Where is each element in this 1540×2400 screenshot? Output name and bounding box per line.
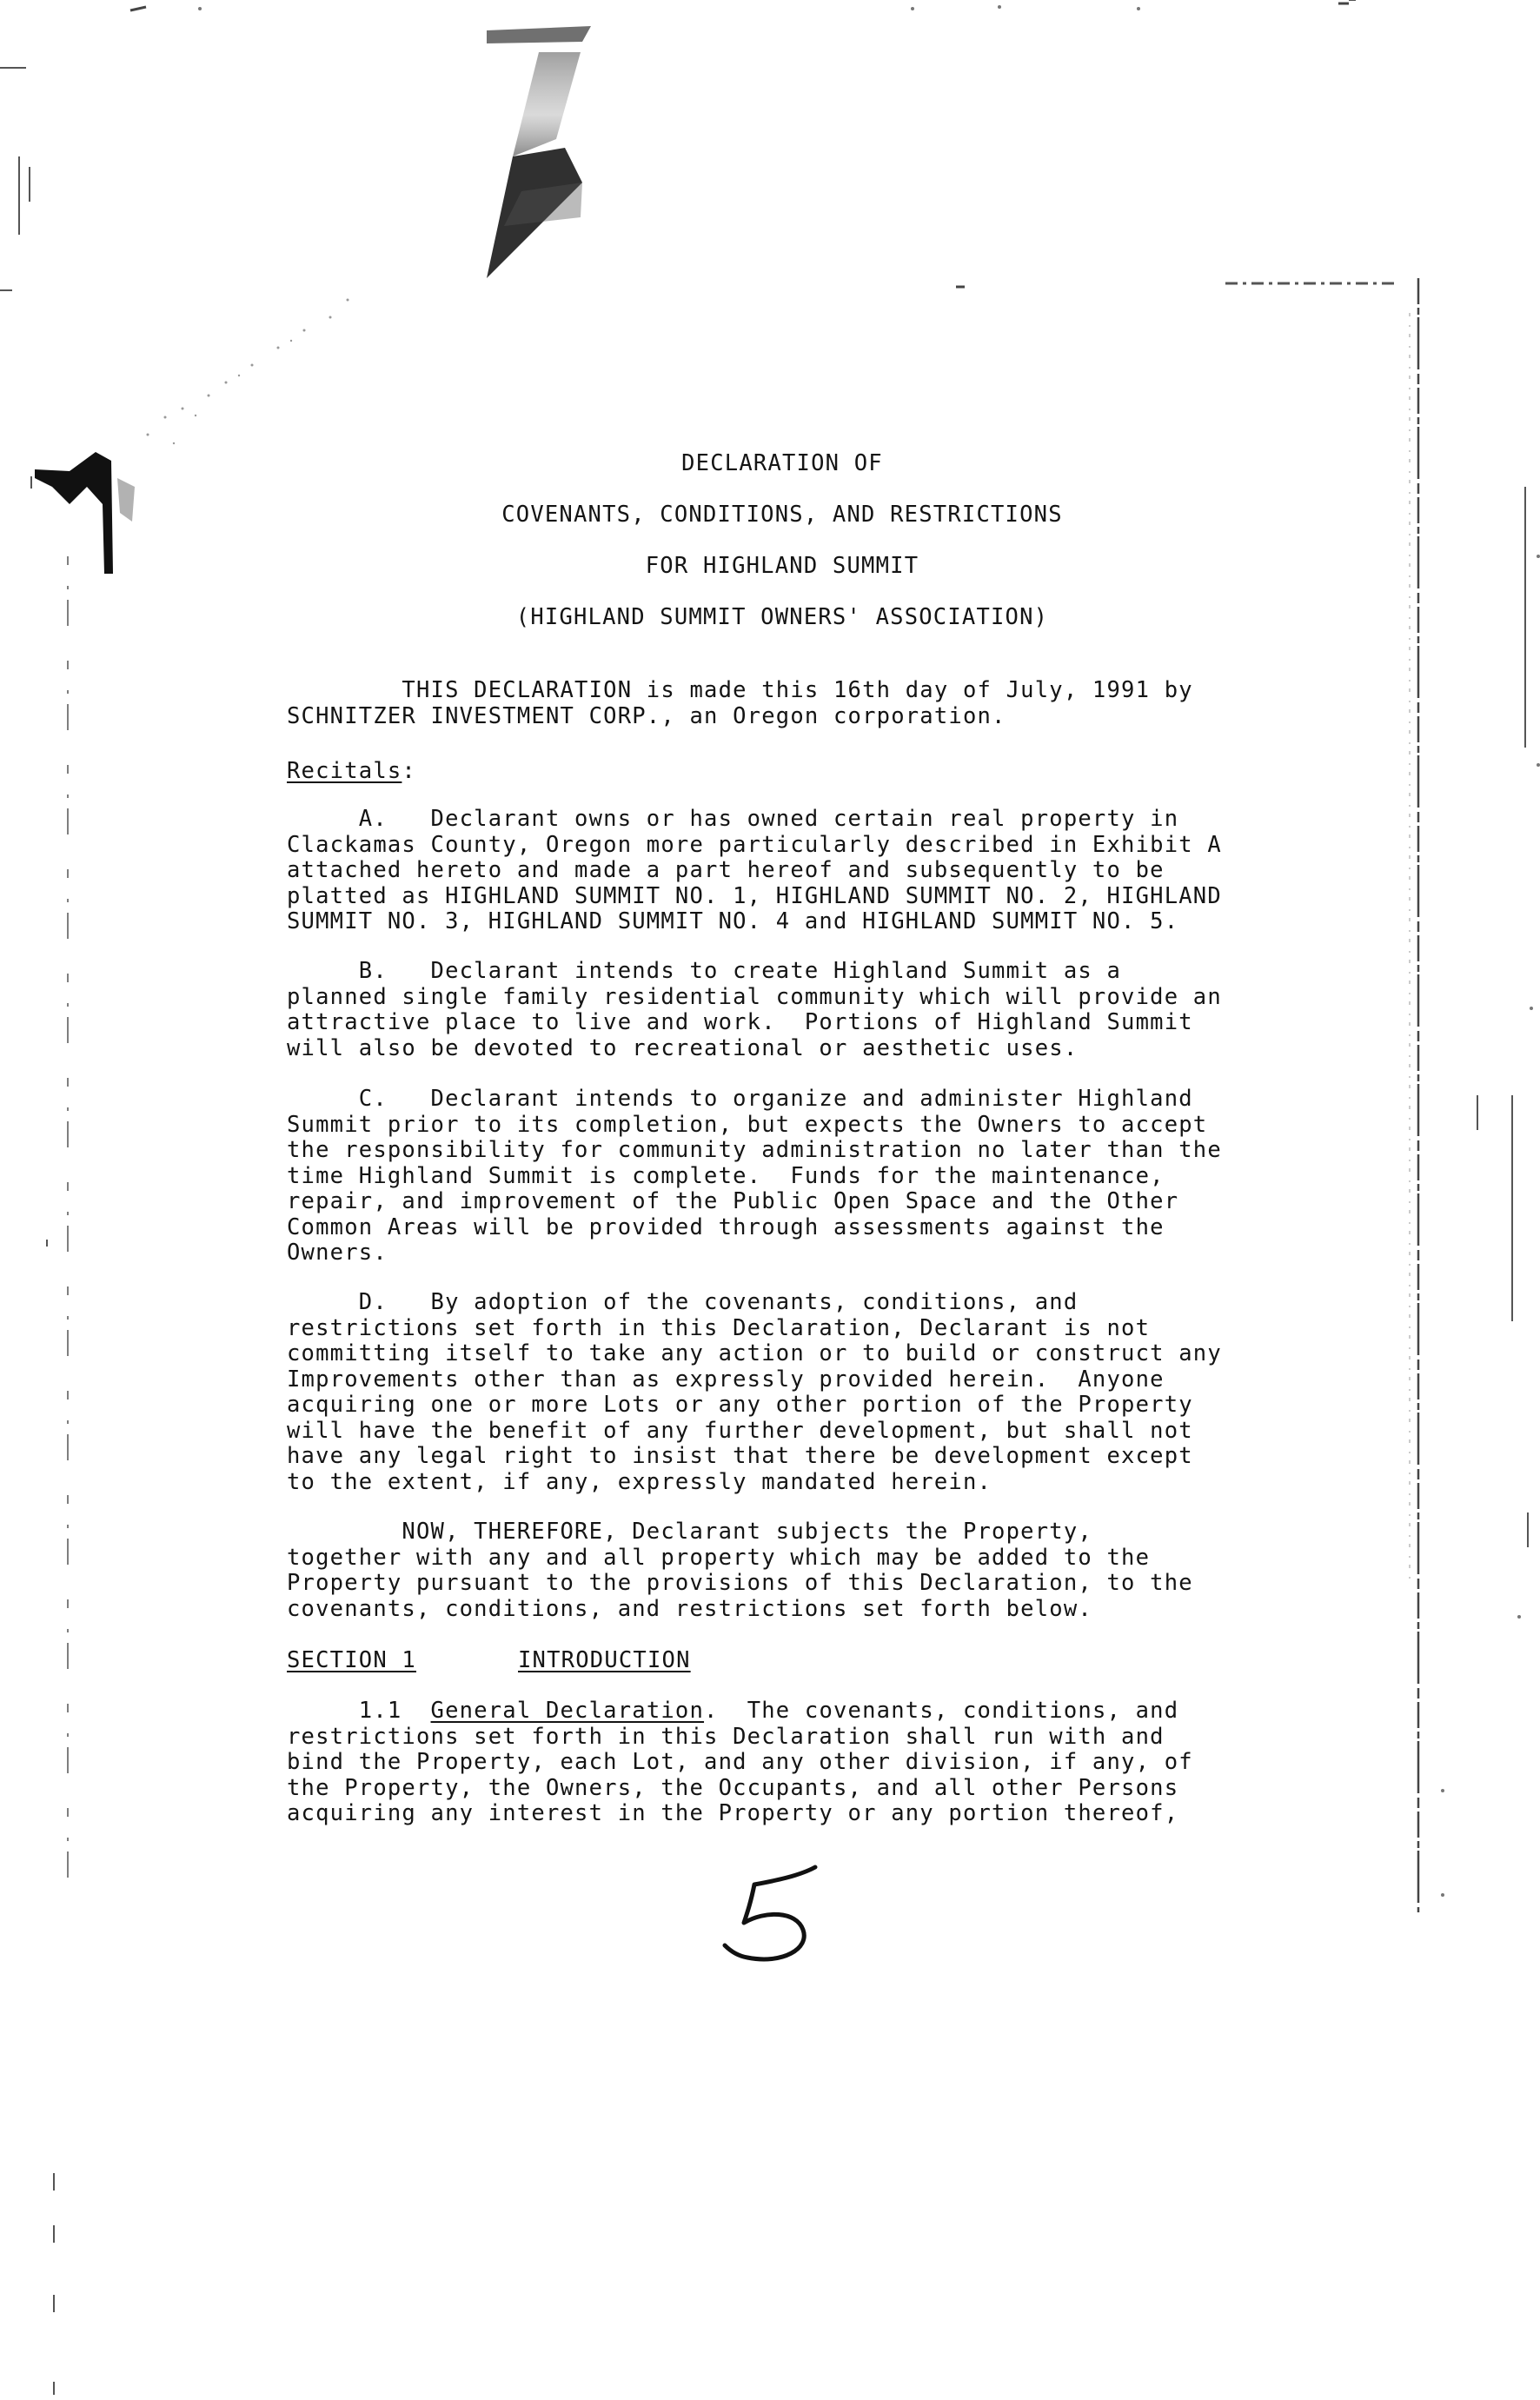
recital-b-line: planned single family residential community which will provide an [287,983,1222,1010]
intro-line: THIS DECLARATION is made this 16th day of July, 1991 by [287,677,1193,703]
now-therefore-line: NOW, THEREFORE, Declarant subjects the Property, [287,1519,1092,1545]
section-1-1 [287,1699,1278,1827]
recital-b-line: will also be devoted to recreational or aesthetic uses. [287,1034,1079,1061]
recital-d-line: restrictions set forth in this Declaration, Declarant is not [287,1314,1151,1341]
title-line-2: COVENANTS, CONDITIONS, AND RESTRICTIONS [501,502,1063,528]
scan-smudge-top [487,17,608,278]
now-therefore-paragraph [287,1519,1278,1622]
recital-d-line: will have the benefit of any further development, but shall not [287,1417,1193,1444]
recital-b [287,959,1278,1061]
recital-b-line: attractive place to live and work. Portions of Highland Summit [287,1009,1193,1035]
recital-c-line: repair, and improvement of the Public Open Space and the Other [287,1188,1179,1214]
now-therefore-line: covenants, conditions, and restrictions set forth below. [287,1595,1092,1622]
recital-d [287,1290,1278,1495]
title-line-4: (HIGHLAND SUMMIT OWNERS' ASSOCIATION) [515,604,1049,630]
recital-c-line: C. Declarant intends to organize and administer Highland [287,1086,1193,1112]
section-1-1-heading: General Declaration [430,1698,705,1724]
recital-a-line: platted as HIGHLAND SUMMIT NO. 1, HIGHLAND SUMMIT NO. 2, HIGHLAND [287,882,1222,909]
section-1-1-number: 1.1 [287,1698,431,1724]
section-1-1-line: bind the Property, each Lot, and any other division, if any, of [287,1749,1193,1775]
recital-d-line: D. By adoption of the covenants, conditions, and [287,1289,1079,1315]
recital-c-line: time Highland Summit is complete. Funds for the maintenance, [287,1162,1165,1189]
now-therefore-line: Property pursuant to the provisions of this Declaration, to the [287,1570,1193,1596]
recital-d-line: acquiring one or more Lots or any other portion of the Property [287,1392,1193,1418]
recitals-heading [287,759,1278,785]
recital-c [287,1087,1278,1266]
recital-a-line: A. Declarant owns or has owned certain real property in [287,806,1179,832]
section-1-1-line: acquiring any interest in the Property or any portion thereof, [287,1800,1179,1826]
section-1-title: INTRODUCTION [518,1647,691,1673]
scan-top-dashes [1225,280,1399,287]
recitals-heading-text: Recitals [287,758,402,784]
title-line-3: FOR HIGHLAND SUMMIT [645,553,919,579]
now-therefore-line: together with any and all property which may be added to the [287,1544,1151,1571]
recital-a-line: SUMMIT NO. 3, HIGHLAND SUMMIT NO. 4 and HIGHLAND SUMMIT NO. 5. [287,908,1179,934]
recital-a-line: attached hereto and made a part hereof and subsequently to be [287,857,1165,883]
recital-c-line: the responsibility for community administration no later than the [287,1137,1222,1163]
intro-line: SCHNITZER INVESTMENT CORP., an Oregon corporation. [287,702,1006,729]
recital-b-line: B. Declarant intends to create Highland Summit as a [287,958,1122,984]
recital-d-line: have any legal right to insist that there be development except [287,1443,1193,1469]
title-line-1: DECLARATION OF [681,450,883,476]
recitals-colon: : [402,758,416,784]
recital-a [287,807,1278,935]
intro-paragraph [287,678,1278,729]
section-1-1-line: restrictions set forth in this Declaration shall run with and [287,1723,1165,1750]
scan-corner-blot [35,452,139,574]
recital-d-line: to the extent, if any, expressly mandated herein. [287,1468,992,1495]
section-1-1-line: the Property, the Owners, the Occupants, and all other Persons [287,1774,1179,1801]
recital-c-line: Common Areas will be provided through assessments against the [287,1213,1165,1240]
scan-right-border [1406,278,1425,1912]
section-1-1-first-line-rest: . The covenants, conditions, and [704,1698,1179,1724]
scan-left-border [61,556,78,1912]
recital-a-line: Clackamas County, Oregon more particularly described in Exhibit A [287,831,1222,858]
recital-c-line: Summit prior to its completion, but expects the Owners to accept [287,1111,1208,1138]
recital-d-line: Improvements other than as expressly provided herein. Anyone [287,1366,1165,1393]
recital-c-line: Owners. [287,1240,388,1266]
handwritten-page-number [713,1860,834,1973]
section-1-1-first-line [287,1699,1278,1725]
section-1-label: SECTION 1 [287,1647,416,1673]
recital-d-line: committing itself to take any action or to build or construct any [287,1340,1222,1366]
